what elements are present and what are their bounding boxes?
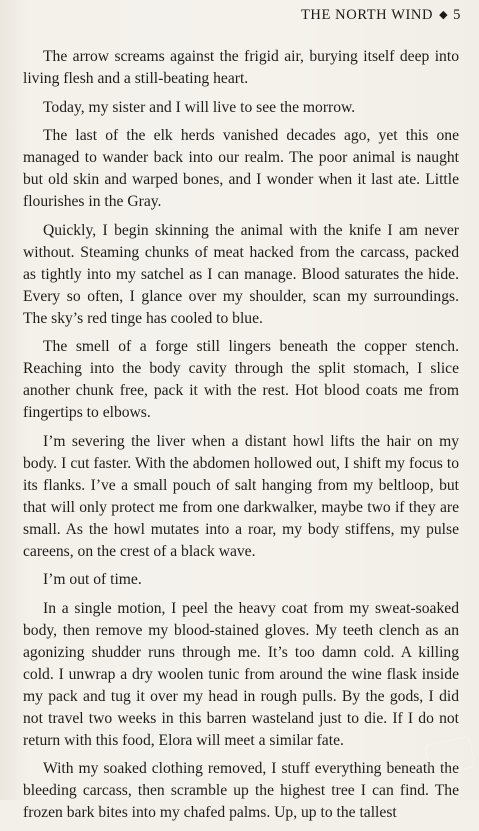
paragraph: The smell of a forge still lingers beneath the copper stench. Reaching into the body cavity through the split stomach, I slice another chunk free, pack it with the rest. Hot blood coats me from fingertips to elbows. [23,338,459,421]
paragraph: In a single motion, I peel the heavy coat from my sweat-soaked body, then remove my blood-stained gloves. My teeth clench as an agonizing shudder runs through me. It’s too damn cold. A killing cold. I unwrap a dry woolen tunic from around the wine flask inside my pack and tug it over my head in rough pulls. By the gods, I did not travel two weeks in this barren wasteland just to die. If I do not return with this food, Elora will meet a similar fate. [23,599,459,749]
paragraph: Today, my sister and I will live to see the morrow. [43,98,356,116]
running-title: THE NORTH WIND [300,7,434,23]
paragraph: I’m out of time. [43,571,142,588]
paragraph: With my soaked clothing removed, I stuff everything beneath the bleeding carcass, then scramble up the highest tree I can find. The frozen bark bites into my chafed palms. Up, up to the tallest [23,760,459,821]
page-number: 5 [453,7,461,23]
diamond-separator-icon: ◆ [439,9,449,21]
paragraph: The last of the elk herds vanished decades ago, yet this one managed to wander back into our realm. The poor animal is naught but old skin and warped bones, and I wonder when it last ate. Little flourishes in the Gray. [23,127,459,210]
running-header [301,7,461,24]
paragraph: The arrow screams against the frigid air, burying itself deep into living flesh and a still-beating heart. [23,48,459,87]
body-text [23,46,459,831]
paragraph: I’m severing the liver when a distant howl lifts the hair on my body. I cut faster. With the abdomen hollowed out, I shift my focus to its flanks. I’ve a small pouch of salt hanging from my beltloop, but that will only protect me from one darkwalker, maybe two if they are small. As the howl mutates into a roar, my body stiffens, my pulse careens, on the crest of a black wave. [23,432,459,560]
paragraph: Quickly, I begin skinning the animal with the knife I am never without. Steaming chunks of meat hacked from the carcass, packed as tightly into my satchel as I can manage. Blood saturates the hide. Every so often, I glance over my shoulder, scan my surroundings. The sky’s red tinge has cooled to blue. [23,221,459,327]
